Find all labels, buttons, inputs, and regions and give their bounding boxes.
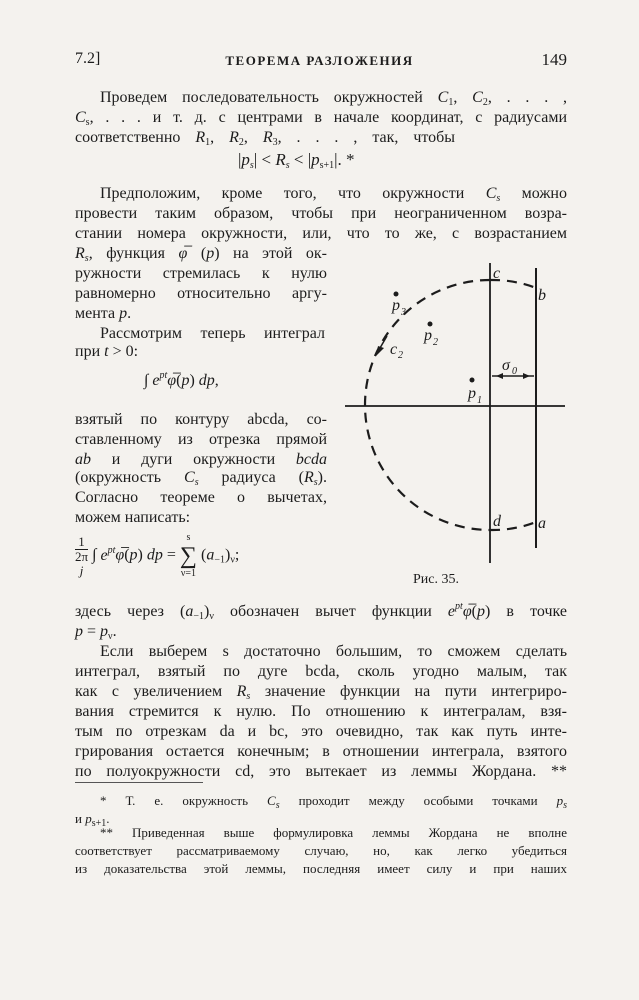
svg-text:2: 2 — [433, 337, 438, 348]
text-line: ставленному из отрезка прямой — [75, 431, 327, 448]
text-line: при t > 0: — [75, 343, 139, 360]
text-line: соответственно $R_1$, $R_2$, $R_3$, . . . , так, чтобы — [75, 129, 456, 148]
label-d: d — [493, 513, 501, 530]
label-p2: p — [424, 327, 432, 344]
label-a: a — [538, 515, 546, 532]
text-line: $C_s$, . . . и т. д. с центрами в начале координат, с радиусами — [75, 109, 568, 128]
page-number: 149 — [541, 50, 567, 69]
text-line: Предположим, кроме того, что окружности $C_s$ можно — [100, 185, 567, 204]
footnote-rule — [75, 782, 203, 783]
footnote-line: * Т. е. окружность $C_s$ проходит между особыми точками $p_s$ — [100, 793, 567, 811]
text-line: стании номера окружности, или, что то же, с возрастанием — [75, 225, 567, 242]
label-c2: c — [390, 341, 398, 358]
text-line: тым по отрезкам da и bc, это очевидно, так как путь инте- — [75, 723, 567, 740]
text-line: ружности стремилась к нулю — [75, 265, 327, 282]
text-line: $p = p_\nu$. — [75, 623, 117, 642]
text-line: равномерно относительно аргу- — [75, 285, 327, 302]
footnote-line: из доказательства этой леммы, последняя имеет силу и при наших — [75, 861, 567, 876]
svg-text:0: 0 — [512, 366, 517, 377]
section-number: 7.2] — [75, 50, 101, 67]
text-line: можем написать: — [75, 509, 191, 526]
footnote-line: ** Приведенная выше формулировка леммы Жордана не вполне — [100, 825, 567, 840]
text-line: Рассмотрим теперь интеграл — [100, 325, 325, 342]
residue-formula: 1 2π j ∫ $e^{pt}\varphi̅(p)$ dp = s ∑ ν=1 $(a_{-1})_\nu$; — [75, 532, 240, 579]
text-line: по полуокружности cd, это вытекает из леммы Жордана. ** — [75, 763, 567, 780]
svg-text:1: 1 — [477, 395, 482, 406]
text-line: интеграл, взятый по дуге bcda, сколь угодно малым, так — [75, 663, 567, 680]
text-line: Если выберем s достаточно большим, то сможем сделать — [100, 643, 567, 660]
label-c: c — [493, 265, 501, 282]
text-line: вания стремится к нулю. По отношению к интегралам, взя- — [75, 703, 567, 720]
running-title: ТЕОРЕМА РАЗЛОЖЕНИЯ — [225, 53, 414, 68]
text-line: $R_s$, функция φ̅ (p) на этой ок- — [75, 245, 328, 264]
text-line: (окружность $C_s$ радиуса $(R_s)$. — [75, 469, 327, 488]
label-b: b — [538, 287, 546, 304]
text-line: как с увеличением $R_s$ значение функции на пути интегриро- — [75, 683, 567, 702]
inequality-formula: $|p_s| < R_s < |p_{s+1}|$. * — [238, 150, 355, 171]
integral-formula: ∫ $e^{pt}\varphi̅(p)$ dp, — [144, 370, 219, 389]
svg-text:2: 2 — [398, 350, 403, 361]
text-line: Проведем последовательность окружностей $C_1$, $C_2$, . . . , — [100, 89, 568, 108]
footnote-line: соответствует рассматриваемому случаю, но, как легко убедиться — [75, 843, 567, 858]
footnote-line: и $p_{s+1}$. — [75, 811, 110, 829]
text-line: ab и дуги окружности bcda — [75, 451, 327, 468]
text-line: провести таким образом, чтобы при неограниченном возра- — [75, 205, 567, 222]
text-line: Согласно теореме о вычетах, — [75, 489, 327, 506]
dashed-semicircle — [365, 280, 490, 530]
svg-text:3: 3 — [401, 307, 406, 318]
contour-figure — [340, 258, 570, 568]
text-line: грирования остается конечным; в отношении интеграла, взятого — [75, 743, 567, 760]
text-line: мента p. — [75, 305, 132, 322]
figure-caption: Рис. 35. — [413, 572, 459, 587]
label-sigma: σ — [502, 357, 510, 374]
label-p1: p — [468, 385, 476, 402]
text-line: здесь через $(a_{-1})_\nu$ обозначен вычет функции $e^{pt}\varphi̅(p)$ в точке — [75, 601, 567, 622]
label-p3: p — [392, 297, 400, 314]
text-line: взятый по контуру abcda, со- — [75, 411, 327, 428]
